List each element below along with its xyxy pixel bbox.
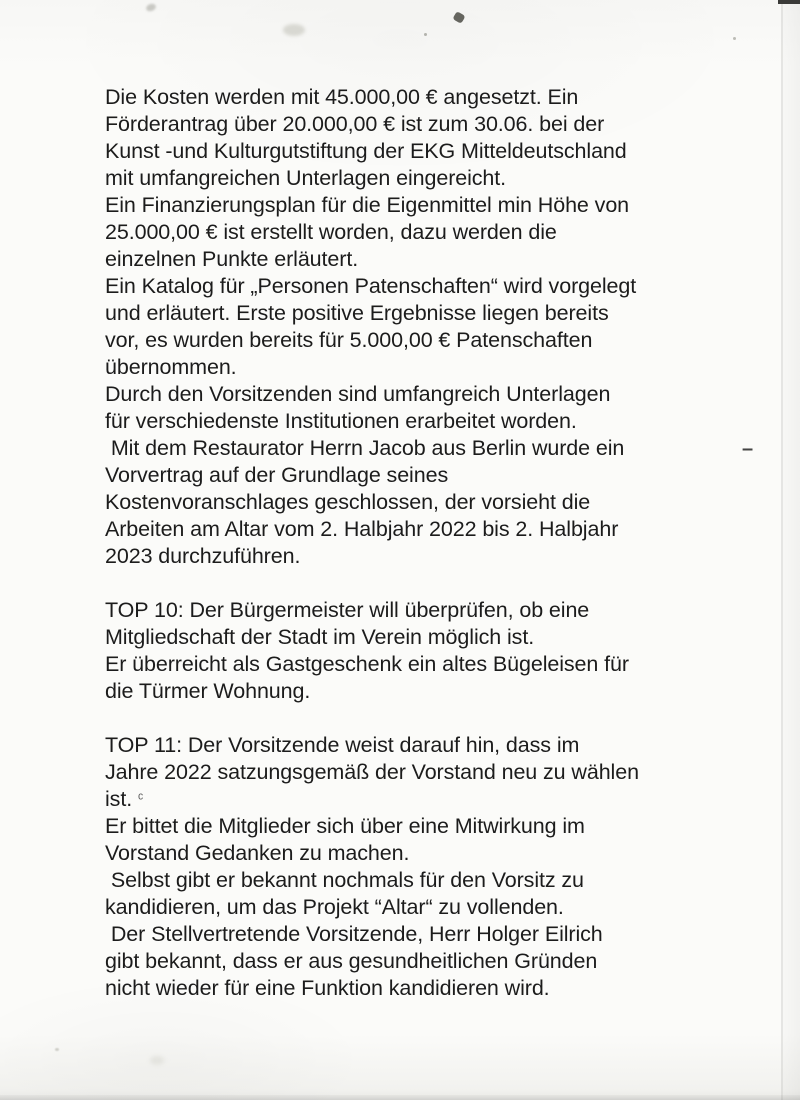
scan-speck bbox=[733, 37, 736, 40]
text-line: ist. bbox=[105, 787, 133, 811]
text-line: 25.000,00 € ist erstellt worden, dazu werden die bbox=[105, 220, 557, 244]
text-line: mit umfangreichen Unterlagen eingereicht. bbox=[105, 166, 507, 190]
text-line: die Türmer Wohnung. bbox=[105, 679, 311, 703]
text-line: Jahre 2022 satzungsgemäß der Vorstand neu zu wählen bbox=[105, 760, 639, 784]
text-line: nicht wieder für eine Funktion kandidieren wird. bbox=[105, 976, 550, 1000]
text-line: 2023 durchzuführen. bbox=[105, 544, 301, 568]
text-line: Kunst -und Kulturgutstiftung der EKG Mitteldeutschland bbox=[105, 139, 627, 163]
document-text bbox=[105, 84, 745, 1029]
text-line: Ein Finanzierungsplan für die Eigenmittel min Höhe von bbox=[105, 193, 630, 217]
text-line: gibt bekannt, dass er aus gesundheitlichen Gründen bbox=[105, 949, 598, 973]
text-line: Selbst gibt er bekannt nochmals für den Vorsitz zu bbox=[105, 868, 584, 892]
page-edge-shade bbox=[783, 0, 800, 1100]
text-line: für verschiedenste Institutionen erarbeitet worden. bbox=[105, 409, 577, 433]
text-line: Vorstand Gedanken zu machen. bbox=[105, 841, 410, 865]
scan-corner-artifact bbox=[778, 0, 800, 4]
scan-speck bbox=[283, 24, 305, 36]
section-top-10 bbox=[105, 597, 745, 705]
text-line: Mitgliedschaft der Stadt im Verein möglich ist. bbox=[105, 625, 535, 649]
text-line: Durch den Vorsitzenden sind umfangreich Unterlagen bbox=[105, 382, 611, 406]
scan-speck bbox=[55, 1048, 59, 1051]
text-line: Ein Katalog für „Personen Patenschaften“ wird vorgelegt bbox=[105, 274, 637, 298]
text-line: Vorvertrag auf der Grundlage seines bbox=[105, 463, 449, 487]
text-line: übernommen. bbox=[105, 355, 237, 379]
scan-speck bbox=[424, 33, 427, 36]
scan-speck bbox=[150, 1056, 164, 1065]
text-line: Die Kosten werden mit 45.000,00 € angesetzt. Ein bbox=[105, 85, 579, 109]
section-report-body bbox=[105, 84, 745, 570]
stray-pen-mark: – bbox=[742, 438, 754, 460]
scan-speck bbox=[452, 11, 465, 24]
scan-speck bbox=[145, 3, 157, 13]
text-line: vor, es wurden bereits für 5.000,00 € Patenschaften bbox=[105, 328, 593, 352]
text-line: Kostenvoranschlages geschlossen, der vorsieht die bbox=[105, 490, 591, 514]
text-line: Er bittet die Mitglieder sich über eine Mitwirkung im bbox=[105, 814, 585, 838]
text-line: Er überreicht als Gastgeschenk ein altes Bügeleisen für bbox=[105, 652, 629, 676]
text-line: Arbeiten am Altar vom 2. Halbjahr 2022 bis 2. Halbjahr bbox=[105, 517, 619, 541]
stray-pen-mark: ᶜ bbox=[138, 790, 144, 807]
text-line: Förderantrag über 20.000,00 € ist zum 30.06. bei der bbox=[105, 112, 605, 136]
text-line: und erläutert. Erste positive Ergebnisse liegen bereits bbox=[105, 301, 609, 325]
text-line: TOP 10: Der Bürgermeister will überprüfen, ob eine bbox=[105, 598, 590, 622]
text-line: TOP 11: Der Vorsitzende weist darauf hin, dass im bbox=[105, 733, 580, 757]
text-line: Mit dem Restaurator Herrn Jacob aus Berlin wurde ein bbox=[105, 436, 625, 460]
text-line: einzelnen Punkte erläutert. bbox=[105, 247, 359, 271]
text-line: Der Stellvertretende Vorsitzende, Herr Holger Eilrich bbox=[105, 922, 603, 946]
text-line: kandidieren, um das Projekt “Altar“ zu vollenden. bbox=[105, 895, 564, 919]
scan-bottom-edge bbox=[0, 1095, 800, 1100]
section-top-11 bbox=[105, 732, 745, 1002]
